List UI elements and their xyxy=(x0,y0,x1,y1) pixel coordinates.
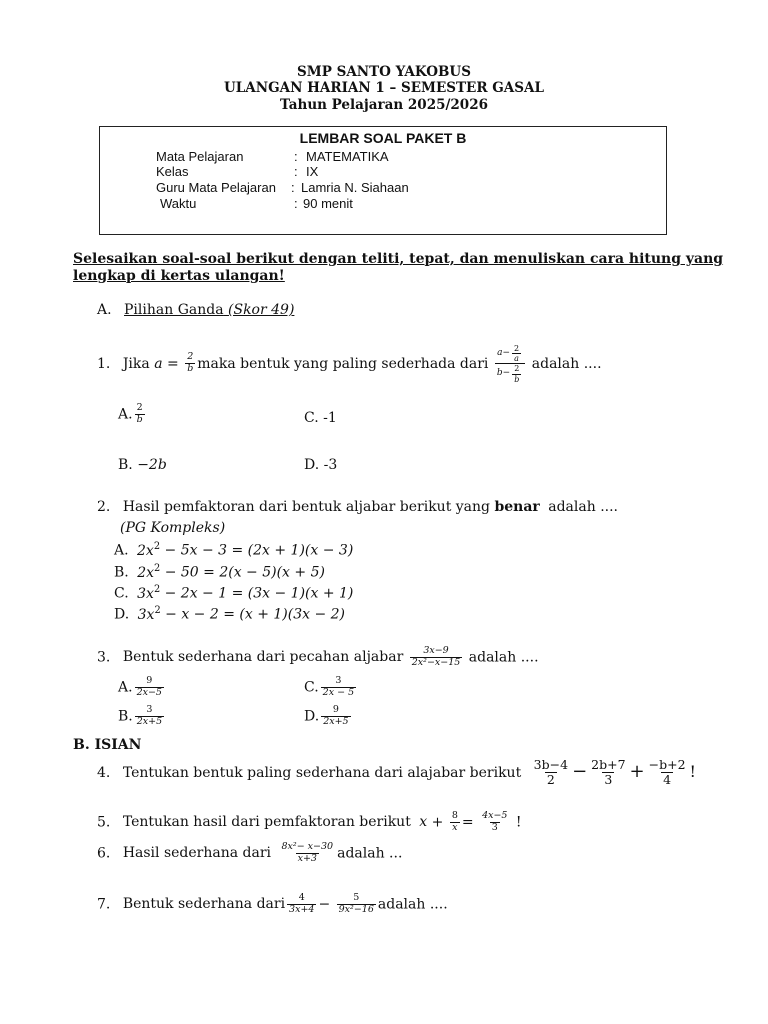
section-b-heading: B. ISIAN xyxy=(73,737,142,753)
question-number: 7. xyxy=(97,896,111,913)
option-label: D. xyxy=(304,708,320,725)
bot-frac xyxy=(512,364,521,383)
option-rhs: − 5x − 3 = (2x + 1)(x − 3) xyxy=(160,542,354,559)
question-number: 4. xyxy=(97,764,111,781)
frac-num: 3x−9 xyxy=(423,645,449,656)
q1-option-c: C. -1 xyxy=(304,410,337,426)
option-label: A. xyxy=(114,542,129,559)
option-exp: 2 xyxy=(153,541,161,552)
question-1 xyxy=(97,344,602,384)
info-colon: : xyxy=(294,164,298,179)
q2-option-b xyxy=(114,563,325,581)
option-exp: 2 xyxy=(153,584,161,595)
frac-den: 2x−5 xyxy=(136,686,162,698)
option-rhs: − 50 = 2(x − 5)(x + 5) xyxy=(160,564,325,581)
q4-fraction-1 xyxy=(532,758,570,788)
option-lhs: 3x xyxy=(137,606,155,623)
q7-end: adalah .... xyxy=(377,896,448,913)
question-7 xyxy=(97,893,448,916)
q3-fraction xyxy=(410,646,463,669)
info-value: Lamria N. Siahaan xyxy=(301,180,409,195)
q7-fraction-1 xyxy=(287,893,316,916)
top-a: a xyxy=(497,347,503,358)
frac-den: 2x − 5 xyxy=(322,686,355,698)
q5-pre: Tentukan hasil dari pemfaktoran berikut xyxy=(122,814,411,831)
q1-eq: = xyxy=(167,355,179,372)
info-value: MATEMATIKA xyxy=(306,149,389,164)
question-number: 3. xyxy=(97,649,111,666)
q1-complex-fraction xyxy=(495,344,525,384)
q4-pre: Tentukan bentuk paling sederhana dari alajabar berikut xyxy=(122,764,522,781)
q2-pre: Hasil pemfaktoran dari bentuk aljabar berikut yang xyxy=(122,499,491,515)
option-label: D. xyxy=(114,606,130,623)
q1-mid: maka bentuk yang paling sederhada dari xyxy=(197,355,489,372)
q4-fraction-2 xyxy=(589,758,627,788)
frac-num: 3 xyxy=(335,675,342,686)
frac-num: 2 xyxy=(187,351,194,363)
frac-den: x xyxy=(452,821,458,833)
q5-eq: = xyxy=(461,814,474,831)
frac-den: 3 xyxy=(491,821,498,833)
frac-den: 4 xyxy=(663,772,672,788)
frac-num: 3b−4 xyxy=(533,757,569,772)
bot-minus: − xyxy=(502,368,511,379)
question-3 xyxy=(97,646,539,669)
info-value: 90 menit xyxy=(303,196,353,211)
q5-end: ! xyxy=(515,814,522,831)
option-value: −2b xyxy=(137,457,167,473)
option-fraction xyxy=(135,403,145,426)
frac-num: −b+2 xyxy=(648,757,686,772)
frac-den: 3x+4 xyxy=(289,903,315,915)
q5-fraction-2 xyxy=(480,811,509,834)
frac-num: 5 xyxy=(353,892,360,903)
section-title-text: Pilihan Ganda xyxy=(124,302,224,318)
q2-option-d xyxy=(114,605,345,623)
q6-fraction xyxy=(279,842,335,865)
q1-var: a xyxy=(154,355,163,372)
complex-top xyxy=(495,344,525,363)
top-frac xyxy=(512,344,521,363)
question-number: 1. xyxy=(97,355,111,372)
q2-note: (PG Kompleks) xyxy=(120,520,226,536)
section-score: (Skor 49) xyxy=(228,302,295,318)
option-rhs: − x − 2 = (x + 1)(3x − 2) xyxy=(160,606,346,623)
q7-pre: Bentuk sederhana dari xyxy=(122,896,286,913)
option-exp: 2 xyxy=(154,605,161,616)
option-lhs: 3x xyxy=(137,585,154,602)
q1-option-b xyxy=(118,457,167,473)
question-number: 5. xyxy=(97,814,111,831)
frac-den: b xyxy=(514,374,520,384)
q1-end: adalah .... xyxy=(531,355,602,372)
info-label: Mata Pelajaran xyxy=(156,149,244,164)
info-label: Guru Mata Pelajaran xyxy=(156,180,276,195)
option-fraction xyxy=(135,676,164,699)
option-lhs: 2x xyxy=(137,542,154,559)
q2-option-c xyxy=(114,584,353,602)
info-label: Waktu xyxy=(160,196,197,211)
section-title xyxy=(124,302,294,318)
frac-num: 2 xyxy=(514,344,520,353)
frac-num: 2 xyxy=(136,402,143,413)
q4-end: ! xyxy=(689,761,696,781)
frac-num: 2b+7 xyxy=(591,757,626,772)
frac-den: 3 xyxy=(604,772,613,788)
frac-den: b xyxy=(187,363,194,375)
instruction-line-1: Selesaikan soal-soal berikut dengan teliti, tepat, dan menuliskan cara hitung yang xyxy=(73,251,724,267)
q4-op: − xyxy=(572,760,588,782)
option-fraction xyxy=(135,705,164,728)
school-name: SMP SANTO YAKOBUS xyxy=(297,64,471,80)
frac-den: x+3 xyxy=(297,852,317,864)
bot-b: b xyxy=(496,368,503,379)
frac-den: 2x+5 xyxy=(323,715,349,727)
academic-year: Tahun Pelajaran 2025/2026 xyxy=(280,97,488,113)
frac-num: 4 xyxy=(298,892,305,903)
q2-end: adalah .... xyxy=(548,499,618,515)
option-rhs: − 2x − 1 = (3x − 1)(x + 1) xyxy=(160,585,354,602)
section-a-heading xyxy=(97,302,294,318)
option-label: A. xyxy=(118,679,133,696)
question-2 xyxy=(97,499,618,515)
q5-var: x xyxy=(419,814,428,831)
info-colon: : xyxy=(291,180,295,195)
info-label: Kelas xyxy=(156,164,189,179)
frac-den: 9x²−16 xyxy=(338,903,374,915)
frac-num: 9 xyxy=(332,704,339,715)
question-5 xyxy=(97,811,522,834)
question-number: 2. xyxy=(97,499,111,515)
q1-option-a xyxy=(118,403,147,426)
complex-bottom xyxy=(495,363,525,383)
frac-den: 2 xyxy=(546,772,555,788)
info-colon: : xyxy=(294,196,298,211)
option-lhs: 2x xyxy=(137,564,155,581)
option-fraction xyxy=(321,705,350,728)
q3-option-c xyxy=(304,676,358,699)
frac-num: 3 xyxy=(146,704,153,715)
q3-option-b xyxy=(118,705,166,728)
frac-num: 8x²− x−30 xyxy=(281,841,334,852)
question-4 xyxy=(97,758,696,788)
frac-num: 9 xyxy=(146,675,153,686)
option-label: B. xyxy=(118,457,133,473)
frac-den: 2x+5 xyxy=(136,715,163,727)
frac-den: b xyxy=(136,413,143,425)
q5-plus: + xyxy=(431,814,444,831)
option-label: B. xyxy=(114,564,129,581)
q5-fraction-1 xyxy=(450,811,460,834)
q6-end: adalah ... xyxy=(337,845,403,862)
option-label: C. xyxy=(114,585,129,602)
q3-pre: Bentuk sederhana dari pecahan aljabar xyxy=(122,649,404,666)
question-number: 6. xyxy=(97,845,111,862)
top-minus: − xyxy=(502,347,510,358)
q7-op: − xyxy=(318,896,331,913)
q3-option-a xyxy=(118,676,166,699)
info-box xyxy=(99,126,667,235)
q3-end: adalah .... xyxy=(468,649,539,666)
option-label: B. xyxy=(118,708,133,725)
packet-title: LEMBAR SOAL PAKET B xyxy=(299,130,467,146)
section-letter: A. xyxy=(97,302,112,318)
question-6 xyxy=(97,842,402,865)
q6-pre: Hasil sederhana dari xyxy=(122,845,272,862)
info-colon: : xyxy=(294,149,298,164)
frac-den: a xyxy=(514,354,519,364)
option-exp: 2 xyxy=(154,563,161,574)
q1-pre: Jika xyxy=(122,355,150,372)
option-label: A. xyxy=(118,406,133,423)
frac-num: 4x−5 xyxy=(482,810,508,821)
q4-op: + xyxy=(629,760,645,782)
q1-option-d: D. -3 xyxy=(304,457,338,473)
q3-option-d xyxy=(304,705,353,728)
q2-option-a xyxy=(114,541,353,559)
frac-num: 2 xyxy=(514,364,520,374)
exam-title: ULANGAN HARIAN 1 – SEMESTER GASAL xyxy=(224,80,544,96)
option-label: C. xyxy=(304,679,319,696)
frac-den: 2x²−x−15 xyxy=(411,656,461,668)
q2-bold: benar xyxy=(494,499,540,515)
frac-num: 8 xyxy=(451,810,458,821)
instruction-line-2: lengkap di kertas ulangan! xyxy=(73,268,285,284)
q4-fraction-3 xyxy=(647,758,688,788)
q7-fraction-2 xyxy=(337,893,376,916)
option-fraction xyxy=(321,676,356,699)
q1-fraction xyxy=(185,352,195,375)
info-value: IX xyxy=(306,164,319,179)
